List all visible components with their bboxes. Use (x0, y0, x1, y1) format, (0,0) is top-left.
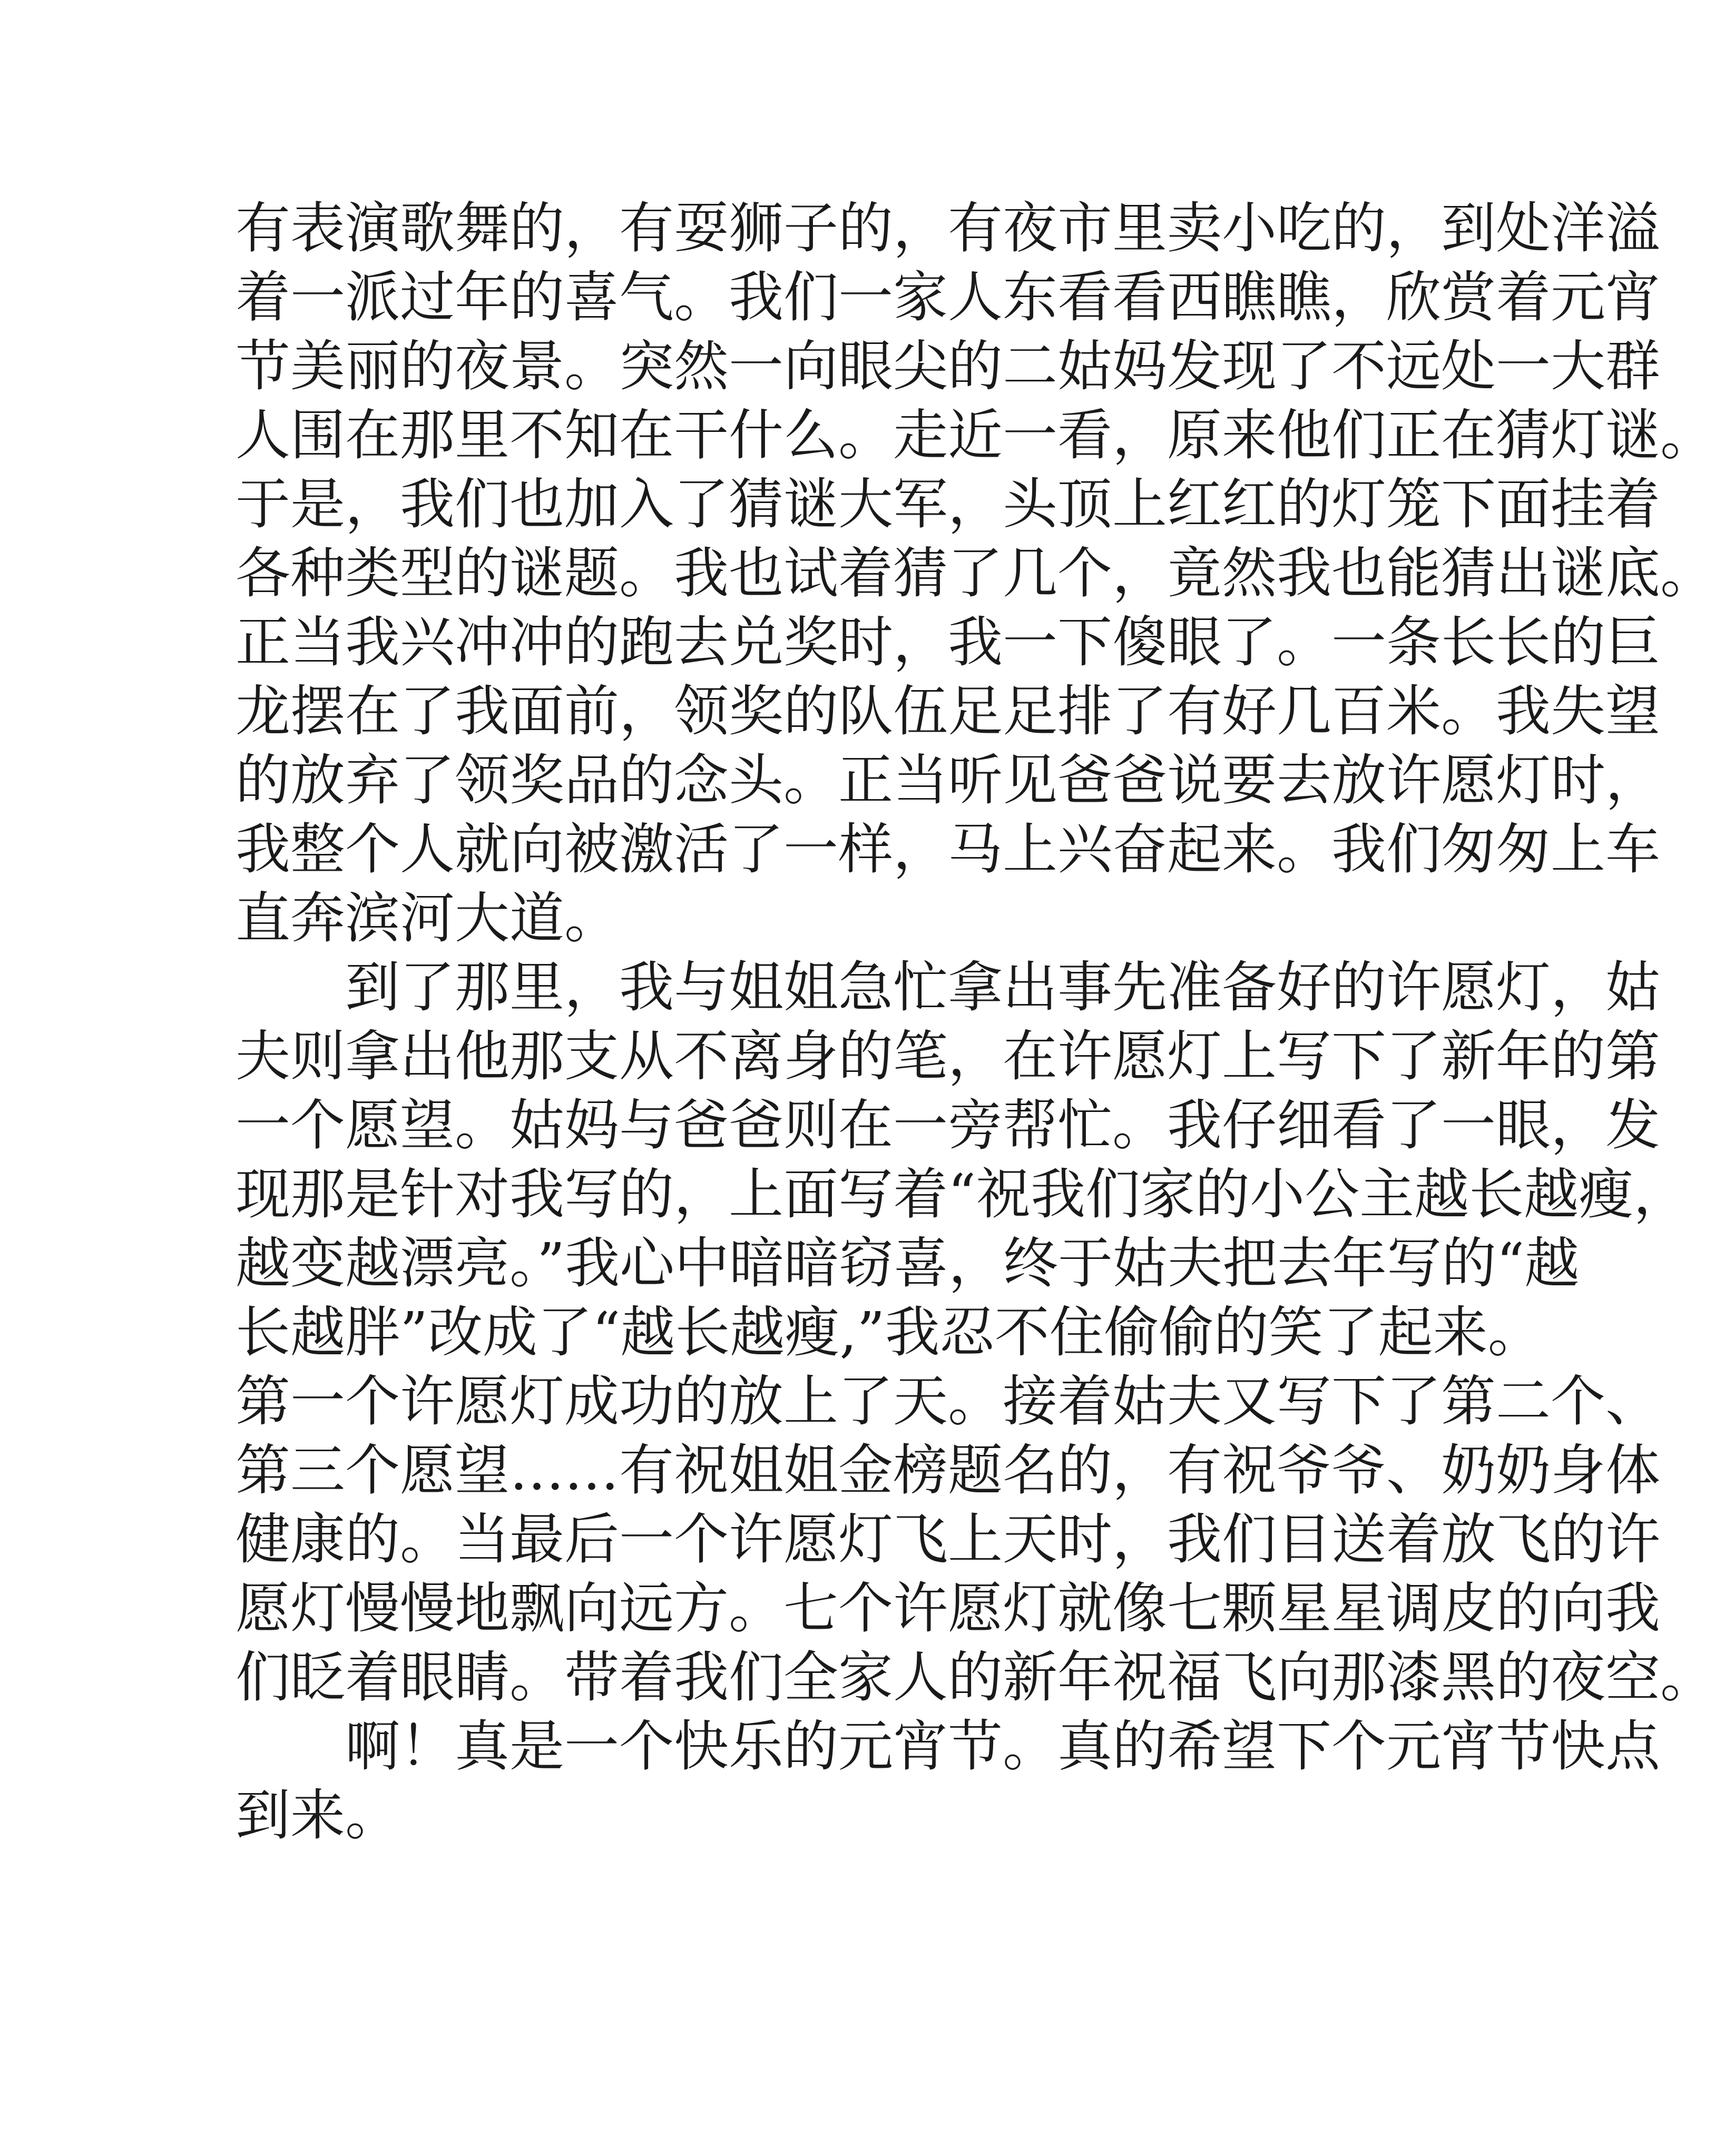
text-line: 到来。 (236, 1783, 400, 1847)
text-line: 啊！真是一个快乐的元宵节。真的希望下个元宵节快点 (345, 1714, 1661, 1778)
text-line: 们眨着眼睛。带着我们全家人的新年祝福飞向那漆黑的夜空。 (236, 1645, 1715, 1709)
text-line: 节美丽的夜景。突然一向眼尖的二姑妈发现了不远处一大群 (236, 334, 1661, 398)
text-line: 我整个人就向被激活了一样，马上兴奋起来。我们匆匆上车 (236, 817, 1661, 881)
text-line: 一个愿望。姑妈与爸爸则在一旁帮忙。我仔细看了一眼，发 (236, 1093, 1661, 1157)
text-line: 愿灯慢慢地飘向远方。七个许愿灯就像七颗星星调皮的向我 (236, 1576, 1661, 1640)
text-line: 现那是针对我写的，上面写着“祝我们家的小公主越长越瘦， (236, 1162, 1689, 1226)
text-line: 人围在那里不知在干什么。走近一看，原来他们正在猜灯谜。 (236, 403, 1715, 467)
text-line: 夫则拿出他那支从不离身的笔，在许愿灯上写下了新年的第 (236, 1024, 1661, 1088)
text-line: 健康的。当最后一个许愿灯飞上天时，我们目送着放飞的许 (236, 1507, 1661, 1571)
text-line: 到了那里，我与姐姐急忙拿出事先准备好的许愿灯，姑 (345, 955, 1661, 1019)
text-line: 有表演歌舞的，有耍狮子的，有夜市里卖小吃的，到处洋溢 (236, 196, 1661, 260)
text-line: 直奔滨河大道。 (236, 886, 620, 950)
text-line: 长越胖”改成了“越长越瘦,”我忍不住偷偷的笑了起来。 (236, 1300, 1543, 1364)
text-line: 的放弃了领奖品的念头。正当听见爸爸说要去放许愿灯时， (236, 748, 1661, 812)
text-line: 各种类型的谜题。我也试着猜了几个，竟然我也能猜出谜底。 (236, 541, 1715, 605)
text-line: 着一派过年的喜气。我们一家人东看看西瞧瞧，欣赏着元宵 (236, 265, 1661, 329)
text-line: 龙摆在了我面前，领奖的队伍足足排了有好几百米。我失望 (236, 679, 1661, 743)
document-body (236, 194, 1715, 1850)
text-line: 于是，我们也加入了猜谜大军，头顶上红红的灯笼下面挂着 (236, 472, 1661, 536)
text-line: 第三个愿望……有祝姐姐金榜题名的，有祝爷爷、奶奶身体 (236, 1438, 1661, 1502)
text-line: 越变越漂亮。”我心中暗暗窃喜，终于姑夫把去年写的“越 (236, 1231, 1580, 1295)
text-line: 正当我兴冲冲的跑去兑奖时，我一下傻眼了。一条长长的巨 (236, 610, 1661, 674)
text-line: 第一个许愿灯成功的放上了天。接着姑夫又写下了第二个、 (236, 1369, 1661, 1433)
